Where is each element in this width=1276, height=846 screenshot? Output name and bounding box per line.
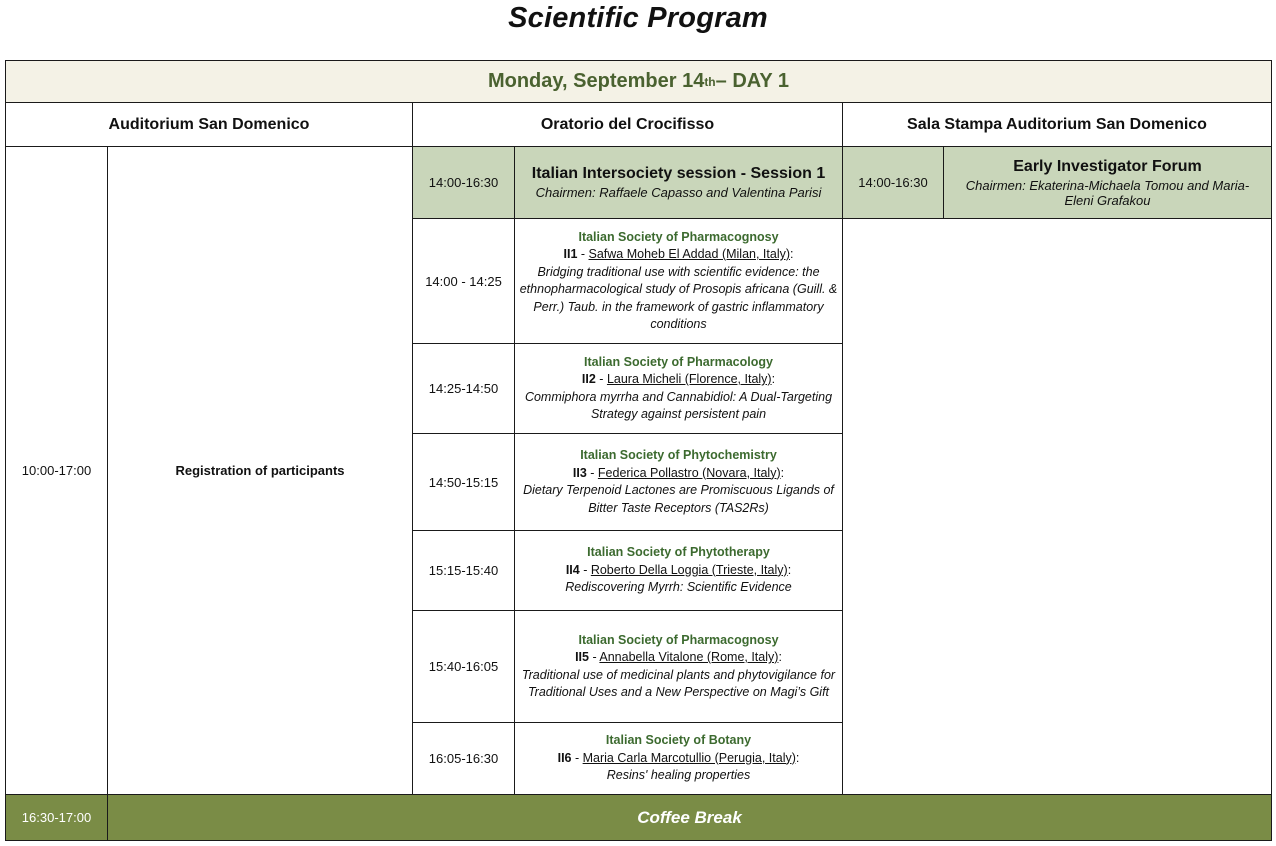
talk-society: Italian Society of Phytotherapy	[587, 545, 770, 560]
talk-cell: Italian Society of Pharmacognosy II5 - Annabella Vitalone (Rome, Italy): Traditional use of medicinal plants and phytovigilance for Traditional Uses and a New Perspective on Magi’s Gift	[514, 610, 843, 723]
forum-header	[943, 146, 1272, 219]
talk-time: 15:15-15:40	[412, 530, 515, 611]
talk-speaker: Federica Pollastro (Novara, Italy)	[597, 465, 781, 480]
day-number: – DAY 1	[715, 70, 790, 92]
talk-speaker: Roberto Della Loggia (Trieste, Italy)	[590, 562, 788, 577]
talk-code: II2	[581, 372, 596, 386]
talk-code: II5	[575, 650, 589, 664]
talk-title: Bridging traditional use with scientific evidence: the ethnopharmacological study of Prosopis africana (Guill. & Perr.) Taub. in the framework of gastric inflammatory conditions	[519, 264, 838, 331]
room-header-oratorio: Oratorio del Crocifisso	[412, 102, 843, 147]
talk-society: Italian Society of Pharmacognosy	[578, 632, 779, 647]
registration-label: Registration of participants	[107, 146, 413, 795]
talk-society: Italian Society of Pharmacognosy	[578, 229, 779, 244]
room-header-sala-stampa: Sala Stampa Auditorium San Domenico	[842, 102, 1272, 147]
talk-cell: Italian Society of Pharmacognosy II1 - Safwa Moheb El Addad (Milan, Italy): Bridging traditional use with scientific evidence: the ethnopharmacological study of Prosopis africana (Guill. & Perr.) Taub. in the framework of gastric inflammatory conditions	[514, 218, 843, 344]
talk-cell: Italian Society of Pharmacology II2 - Laura Micheli (Florence, Italy): Commiphora myrrha and Cannabidiol: A Dual-Targeting Strategy against persistent pain	[514, 343, 843, 434]
coffee-break-time: 16:30-17:00	[5, 794, 108, 841]
talk-speaker: Laura Micheli (Florence, Italy)	[606, 372, 772, 386]
talk-title: Dietary Terpenoid Lactones are Promiscuous Ligands of Bitter Taste Receptors (TAS2Rs)	[523, 483, 834, 515]
day-header	[5, 60, 1272, 103]
talk-code: II6	[557, 750, 572, 765]
registration-time: 10:00-17:00	[5, 146, 108, 795]
talk-title: Traditional use of medicinal plants and phytovigilance for Traditional Uses and a New Perspective on Magi’s Gift	[521, 667, 836, 699]
talk-society: Italian Society of Pharmacology	[584, 354, 773, 369]
sala-stampa-empty-area	[842, 218, 1272, 795]
talk-cell: Italian Society of Phytotherapy II4 - Roberto Della Loggia (Trieste, Italy): Rediscovering Myrrh: Scientific Evidence	[514, 530, 843, 611]
talk-speaker: Annabella Vitalone (Rome, Italy)	[599, 650, 779, 664]
talk-speaker: Safwa Moheb El Addad (Milan, Italy)	[588, 247, 791, 261]
talk-cell: Italian Society of Phytochemistry II3 - Federica Pollastro (Novara, Italy): Dietary Terpenoid Lactones are Promiscuous Ligands of Bitter Taste Receptors (TAS2Rs)	[514, 433, 843, 531]
day-label: Monday, September 14	[487, 70, 705, 92]
session-time: 14:00-16:30	[412, 146, 515, 219]
talk-title: Resins' healing properties	[606, 768, 751, 783]
talk-code: II3	[572, 465, 587, 480]
talk-society: Italian Society of Botany	[605, 733, 752, 748]
day-ordinal: th	[704, 74, 716, 89]
talk-time: 14:25-14:50	[412, 343, 515, 434]
talk-time: 15:40-16:05	[412, 610, 515, 723]
page-title: Scientific Program	[508, 2, 768, 34]
room-header-auditorium: Auditorium San Domenico	[5, 102, 413, 147]
talk-society: Italian Society of Phytochemistry	[580, 448, 777, 462]
talk-time: 16:05-16:30	[412, 722, 515, 795]
session-header	[514, 146, 843, 219]
talk-time: 14:50-15:15	[412, 433, 515, 531]
talk-code: II1	[563, 247, 578, 261]
talk-title: Rediscovering Myrrh: Scientific Evidence	[565, 580, 792, 595]
talk-speaker: Maria Carla Marcotullio (Perugia, Italy)	[582, 750, 796, 765]
forum-title: Early Investigator Forum	[1013, 157, 1202, 175]
session-title: Italian Intersociety session - Session 1	[531, 165, 826, 182]
forum-time: 14:00-16:30	[842, 146, 944, 219]
talk-time: 14:00 - 14:25	[412, 218, 515, 344]
talk-title: Commiphora myrrha and Cannabidiol: A Dual-Targeting Strategy against persistent pain	[524, 389, 833, 421]
session-chairs: Chairmen: Raffaele Capasso and Valentina Parisi	[535, 185, 822, 200]
talk-code: II4	[565, 562, 580, 577]
coffee-break-label: Coffee Break	[107, 794, 1272, 841]
forum-chairs: Chairmen: Ekaterina-Michaela Tomou and Maria-Eleni Grafakou	[965, 177, 1250, 208]
talk-cell: Italian Society of Botany II6 - Maria Carla Marcotullio (Perugia, Italy): Resins' healing properties	[514, 722, 843, 795]
